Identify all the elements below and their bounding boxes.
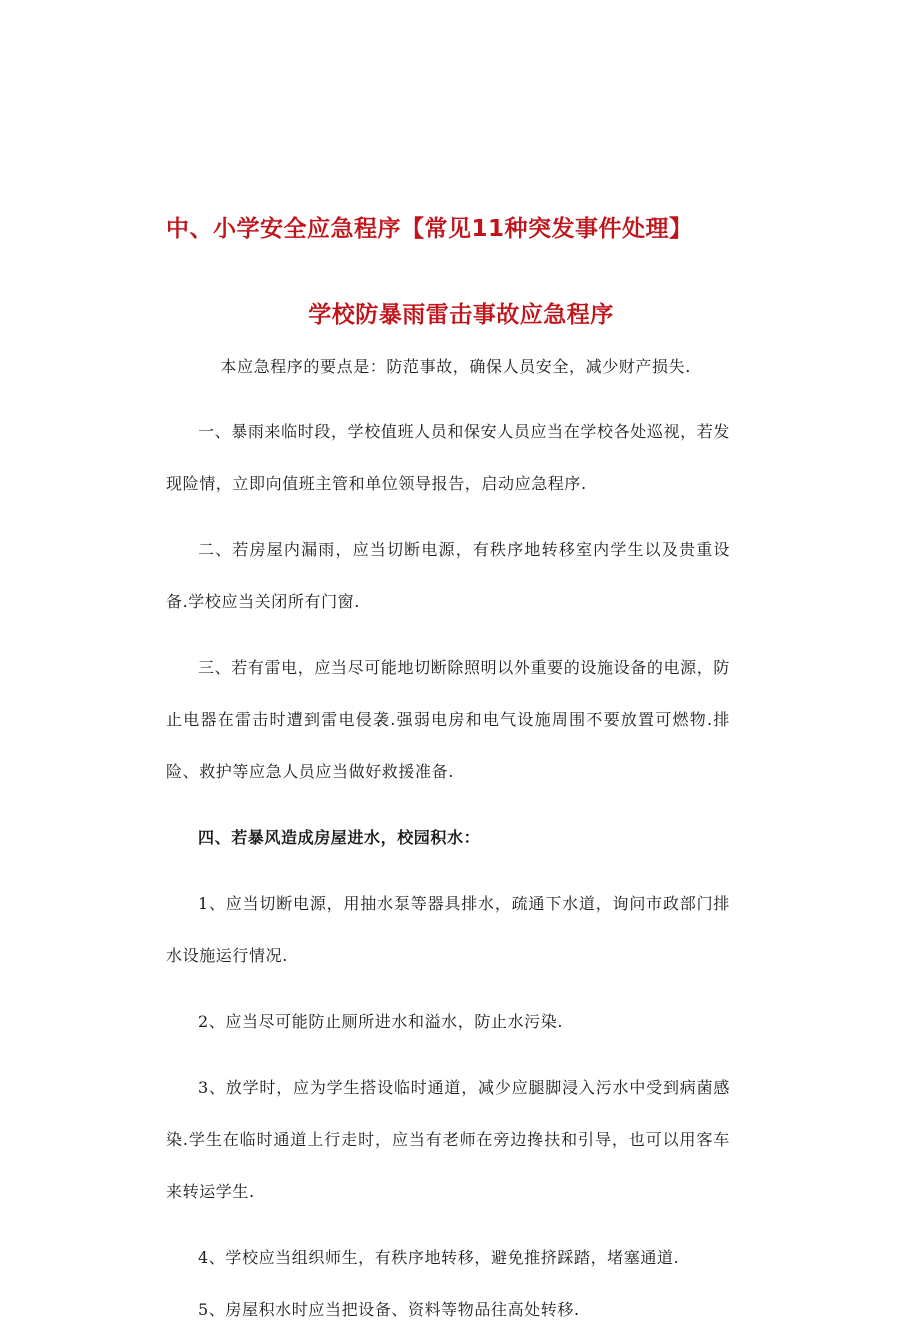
list-item-1: 1、应当切断电源，用抽水泵等器具排水，疏通下水道，询问市政部门排水设施运行情况. — [166, 894, 730, 965]
paragraph-1: 一、暴雨来临时段，学校值班人员和保安人员应当在学校各处巡视，若发现险情，立即向值班主管和单位领导报告，启动应急程序. — [166, 422, 730, 493]
paragraph-4-heading: 四、若暴风造成房屋进水，校园积水： — [198, 828, 481, 847]
list-item-3: 3、放学时，应为学生搭设临时通道，减少应腿脚浸入污水中受到病菌感染.学生在临时通道上行走时，应当有老师在旁边搀扶和引导，也可以用客车来转运学生. — [166, 1078, 730, 1201]
intro-paragraph: 本应急程序的要点是：防范事故，确保人员安全，减少财产损失. — [220, 357, 691, 376]
section-title: 学校防暴雨雷击事故应急程序 — [308, 302, 614, 328]
document-title: 中、小学安全应急程序【常见11种突发事件处理】 — [166, 216, 693, 242]
paragraph-2: 二、若房屋内漏雨，应当切断电源，有秩序地转移室内学生以及贵重设备.学校应当关闭所有门窗. — [166, 540, 730, 611]
paragraph-3: 三、若有雷电，应当尽可能地切断除照明以外重要的设施设备的电源，防止电器在雷击时遭到雷电侵袭.强弱电房和电气设施周围不要放置可燃物.排险、救护等应急人员应当做好救援准备. — [166, 658, 730, 781]
list-item-5: 5、房屋积水时应当把设备、资料等物品往高处转移. — [198, 1300, 580, 1319]
list-item-4: 4、学校应当组织师生，有秩序地转移，避免推挤踩踏，堵塞通道. — [198, 1248, 680, 1267]
list-item-2: 2、应当尽可能防止厕所进水和溢水，防止水污染. — [198, 1012, 564, 1031]
document-body — [166, 352, 730, 1336]
